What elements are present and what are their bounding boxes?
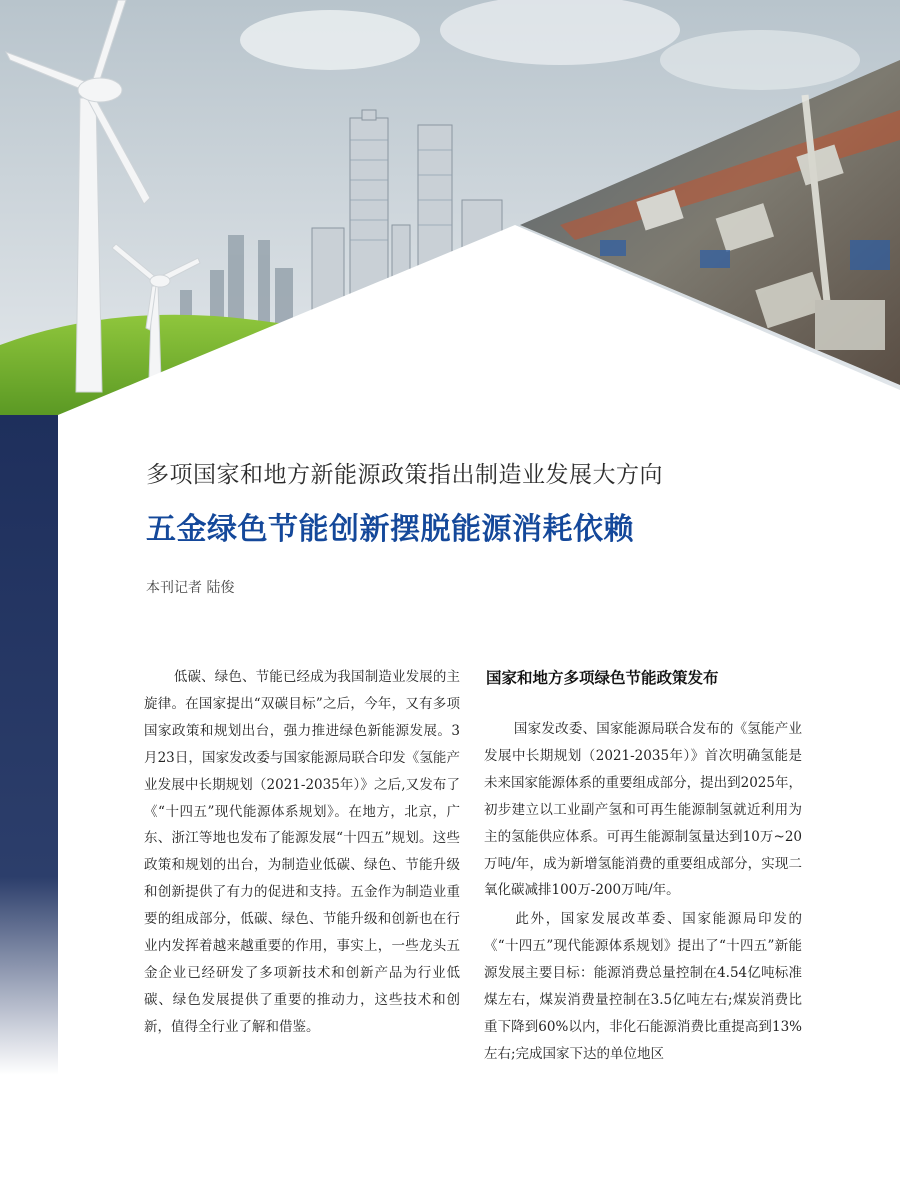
intro-paragraph [144, 664, 460, 1041]
article-subtitle: 多项国家和地方新能源政策指出制造业发展大方向 [146, 462, 663, 488]
article-title: 五金绿色节能创新摆脱能源消耗依赖 [146, 512, 634, 547]
body-paragraph-energy-plan [484, 906, 802, 1067]
body-paragraph-hydrogen [484, 716, 802, 904]
intro-text: 低碳、绿色、节能已经成为我国制造业发展的主旋律。在国家提出“双碳目标”之后，今年，又有多项国家政策和规划出台，强力推进绿色新能源发展。3月23日，国家发改委与国家能源局联合印发《氢能产业发展中长期规划（2021-2035年）》之后,又发布了《“十四五”现代能源体系规划》。在地方，北京，广东、浙江等地也发布了能源发展“十四五”规划。这些政策和规划的出台，为制造业低碳、绿色、节能升级和创新提供了有力的促进和支持。五金作为制造业重要的组成部分，低碳、绿色、节能升级和创新也在行业内发挥着越来越重要的作用，事实上，一些龙头五金企业已经研发了多项新技术和创新产品为行业低碳、绿色发展提供了重要的推动力，这些技术和创新，值得全行业了解和借鉴。 [144, 669, 460, 1035]
energy-plan-text: 此外，国家发展改革委、国家能源局印发的《“十四五”现代能源体系规划》提出了“十四五”新能源发展主要目标：能源消费总量控制在4.54亿吨标准煤左右，煤炭消费量控制在3.5亿吨左右;煤炭消费比重下降到60%以内，非化石能源消费比重提高到13%左右;完成国家下达的单位地区 [484, 911, 802, 1062]
author-byline: 本刊记者 陆俊 [146, 580, 235, 596]
section-heading: 国家和地方多项绿色节能政策发布 [486, 669, 719, 687]
side-accent-bar [0, 415, 58, 1075]
hero-image [0, 0, 900, 440]
hydrogen-text: 国家发改委、国家能源局联合发布的《氢能产业发展中长期规划（2021-2035年）》首次明确氢能是未来国家能源体系的重要组成部分，提出到2025年，初步建立以工业副产氢和可再生能源制氢就近利用为主的氢能供应体系。可再生能源制氢量达到10万~20万吨/年，成为新增氢能消费的重要组成部分，实现二氧化碳减排100万-200万吨/年。 [484, 721, 802, 899]
